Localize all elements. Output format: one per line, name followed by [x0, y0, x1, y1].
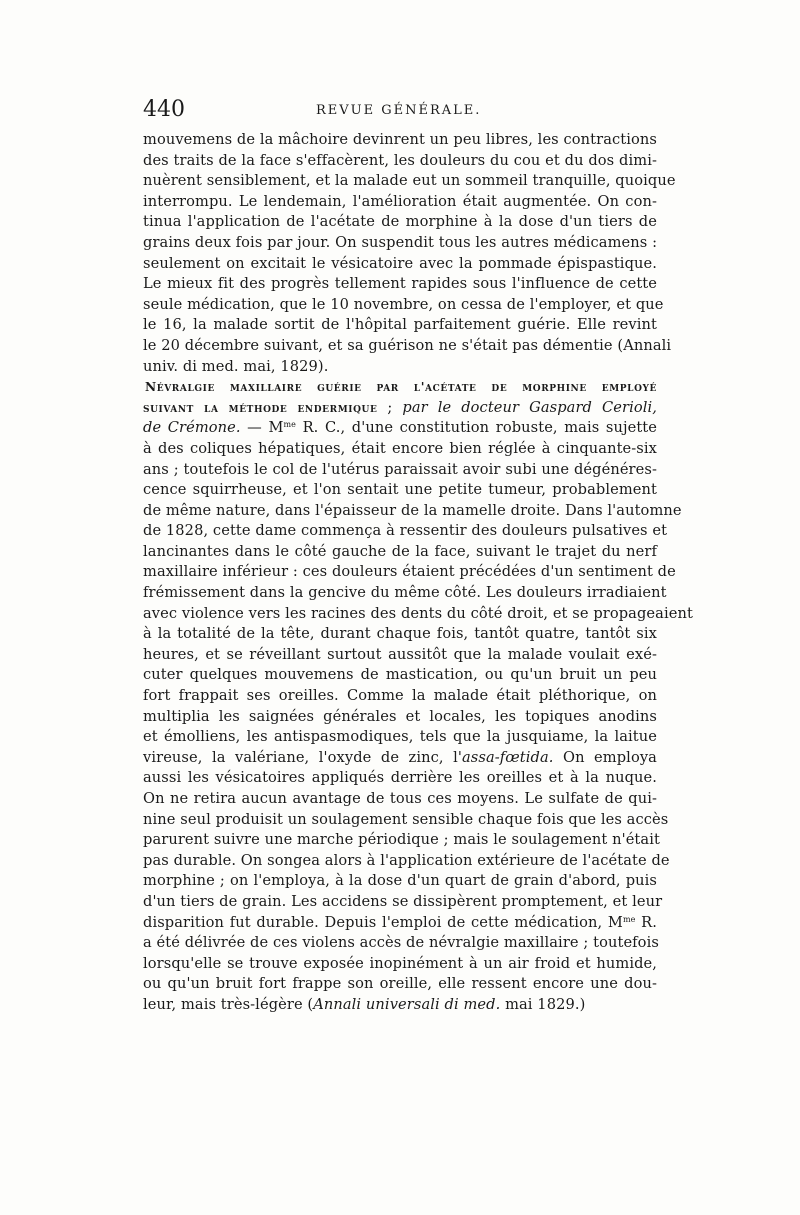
text-line: ou qu'un bruit fort frappe son oreille, elle ressent encore une dou-: [143, 975, 657, 993]
text-line: [143, 418, 657, 439]
text-line: cuter quelques mouvemens de mastication, ou qu'un bruit un peu: [143, 666, 657, 684]
section-title-cont: suivant la méthode endermique: [143, 400, 378, 415]
text-line: On ne retira aucun avantage de tous ces moyens. Le sulfate de qui-: [143, 790, 657, 807]
text-line: a été délivrée de ces violens accès de névralgie maxillaire ; toutefois: [143, 934, 659, 952]
text-run: disparition fut durable. Depuis l'emploi de cette médication, M: [143, 913, 623, 931]
text-line: le 16, la malade sortit de l'hôpital parfaitement guérie. Elle revint: [143, 316, 657, 334]
text-line: nuèrent sensiblement, et la malade eut un sommeil tranquille, quoique: [143, 172, 676, 190]
text-line: mouvemens de la mâchoire devinrent un peu libres, les contractions: [143, 131, 657, 148]
author-name: par le docteur Gaspard Cerioli,: [402, 398, 657, 416]
text-run: On employa: [553, 748, 657, 766]
text-run: vireuse, la valériane, l'oxyde de zinc, l': [143, 748, 462, 766]
page-number: 440: [143, 97, 185, 122]
text-line: frémissement dans la gencive du même côté. Les douleurs irradiaient: [143, 584, 667, 602]
section-title-line: [143, 377, 657, 398]
text-line: interrompu. Le lendemain, l'amélioration était augmentée. On con-: [143, 192, 657, 210]
page-header: [143, 97, 655, 123]
italic-run: assa-fœtida.: [461, 748, 554, 766]
text-run: leur, mais très-légère (: [143, 995, 314, 1013]
text-line: à la totalité de la tête, durant chaque fois, tantôt quatre, tantôt six: [143, 625, 657, 643]
text-line: univ. di med. mai, 1829).: [143, 357, 329, 375]
text-line: grains deux fois par jour. On suspendit tous les autres médicamens :: [143, 233, 658, 251]
author-city: de Crémone.: [143, 419, 241, 437]
text-line: à des coliques hépatiques, était encore bien réglée à cinquante-six: [143, 439, 657, 457]
text-line: aussi les vésicatoires appliqués derrière les oreilles et à la nuque.: [143, 769, 657, 787]
text-run: R. C., d'une constitution robuste, mais sujette: [296, 419, 658, 437]
running-head: REVUE GÉNÉRALE.: [316, 103, 482, 118]
text-line: des traits de la face s'effacèrent, les douleurs du cou et du dos dimi-: [143, 151, 657, 169]
text-line: maxillaire inférieur : ces douleurs étaient précédées d'un sentiment de: [143, 563, 676, 581]
section-title-line: [143, 398, 657, 419]
text-line: avec violence vers les racines des dents du côté droit, et se propageaient: [143, 604, 693, 622]
text-line: tinua l'application de l'acétate de morphine à la dose d'un tiers de: [143, 213, 657, 231]
text-line: seule médication, que le 10 novembre, on cessa de l'employer, et que: [143, 295, 664, 313]
text-line: et émolliens, les antispasmodiques, tels que la jusquiame, la laitue: [143, 728, 657, 746]
text-run: mai 1829.): [500, 995, 586, 1013]
body-text: [143, 130, 693, 1016]
paragraph-1: [143, 130, 676, 377]
text-run: R.: [635, 913, 657, 931]
text-line: [143, 748, 657, 769]
text-line: de même nature, dans l'épaisseur de la mamelle droite. Dans l'automne: [143, 501, 682, 519]
text-line: le 20 décembre suivant, et sa guérison ne s'était pas démentie (Annali: [143, 336, 672, 354]
text-line: Le mieux fit des progrès tellement rapides sous l'influence de cette: [143, 275, 657, 293]
text-line: ans ; toutefois le col de l'utérus paraissait avoir subi une dégénéres-: [143, 460, 657, 478]
text-line: heures, et se réveillant surtout aussitôt que la malade voulait exé-: [143, 645, 657, 663]
text-line: d'un tiers de grain. Les accidens se dissipèrent promptement, et leur: [143, 892, 663, 910]
italic-run: Annali universali di med.: [313, 995, 501, 1013]
text-line: de 1828, cette dame commença à ressentir des douleurs pulsatives et: [143, 522, 668, 540]
paragraph-2: [143, 377, 693, 1015]
text-line: lorsqu'elle se trouve exposée inopinément à un air froid et humide,: [143, 954, 657, 972]
text-run: — M: [240, 419, 284, 437]
text-line: nine seul produisit un soulagement sensible chaque fois que les accès: [143, 810, 669, 828]
separator: ;: [377, 398, 403, 416]
text-line: [143, 913, 657, 934]
text-line: seulement on excitait le vésicatoire avec la pommade épispastique.: [143, 254, 657, 272]
superscript: me: [283, 420, 297, 430]
section-title: Névralgie maxillaire guérie par l'acétate de morphine employé: [145, 380, 657, 395]
text-line: multiplia les saignées générales et locales, les topiques anodins: [143, 707, 657, 725]
text-line: lancinantes dans le côté gauche de la face, suivant le trajet du nerf: [143, 542, 657, 560]
text-line: cence squirrheuse, et l'on sentait une petite tumeur, probablement: [143, 481, 657, 499]
text-line: [143, 995, 657, 1016]
text-line: pas durable. On songea alors à l'application extérieure de l'acétate de: [143, 851, 670, 869]
text-line: morphine ; on l'employa, à la dose d'un quart de grain d'abord, puis: [143, 872, 657, 890]
superscript: me: [622, 914, 636, 924]
text-line: parurent suivre une marche périodique ; mais le soulagement n'était: [143, 831, 660, 849]
text-line: fort frappait ses oreilles. Comme la malade était pléthorique, on: [143, 687, 657, 705]
